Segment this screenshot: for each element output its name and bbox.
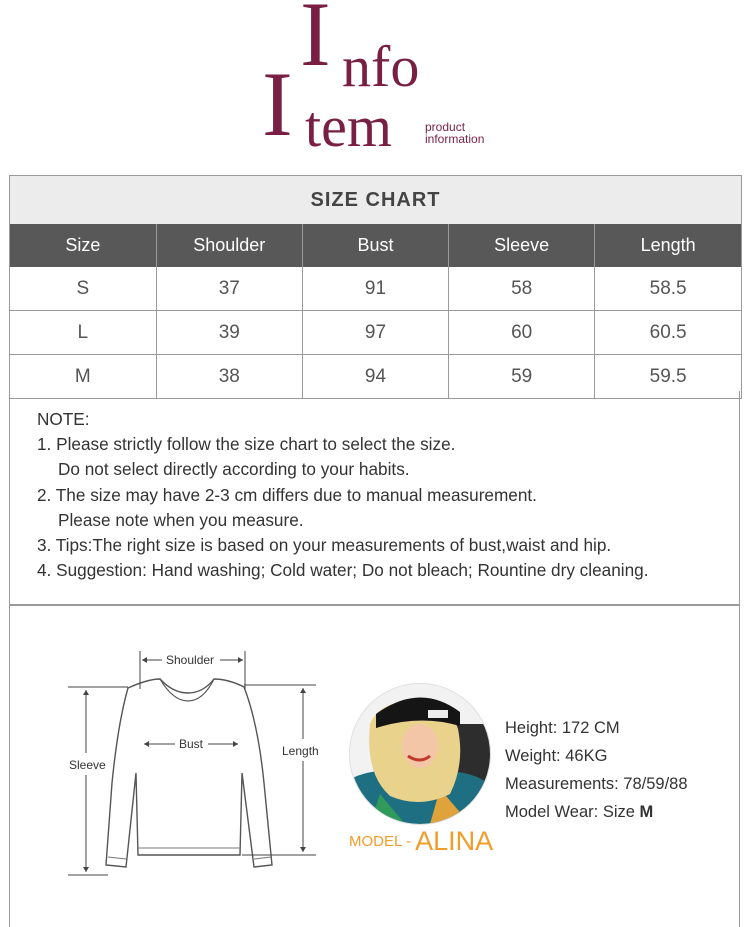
table-cell: 39	[156, 311, 302, 355]
table-row	[10, 311, 741, 355]
model-name-label	[349, 826, 493, 857]
brand-logo	[0, 0, 750, 160]
table-cell: 94	[302, 355, 448, 399]
table-cell: L	[10, 311, 156, 355]
size-chart	[9, 175, 742, 399]
table-cell: M	[10, 355, 156, 399]
length-label: Length	[282, 744, 319, 758]
note-line: 2. The size may have 2-3 cm differs due to manual measurement.	[37, 484, 537, 505]
table-cell: S	[10, 267, 156, 311]
table-cell: 58.5	[595, 267, 741, 311]
table-row	[10, 267, 741, 311]
table-cell: 91	[302, 267, 448, 311]
sleeve-label: Sleeve	[69, 758, 106, 772]
model-measurements: Measurements: 78/59/88	[505, 775, 688, 793]
model-weight: Weight: 46KG	[505, 747, 608, 765]
note-line: 1. Please strictly follow the size chart to select the size.	[37, 434, 456, 455]
note-line: 3. Tips:The right size is based on your measurements of bust,waist and hip.	[37, 535, 612, 556]
shoulder-label: Shoulder	[166, 653, 215, 667]
size-table	[10, 224, 741, 399]
logo-letter-i: I	[300, 0, 331, 85]
column-header: Shoulder	[156, 224, 302, 267]
logo-subtitle: product information	[425, 120, 485, 146]
model-photo	[349, 683, 491, 825]
size-chart-title: SIZE CHART	[10, 176, 741, 224]
bust-label: Bust	[179, 737, 204, 751]
table-cell: 37	[156, 267, 302, 311]
notes-section	[9, 391, 740, 605]
column-header: Size	[10, 224, 156, 267]
model-wear: Model Wear: Size M	[505, 803, 654, 821]
model-name: ALINA	[415, 826, 494, 856]
table-cell: 60	[449, 311, 595, 355]
note-line: Do not select directly according to your habits.	[58, 459, 410, 480]
table-cell: 97	[302, 311, 448, 355]
model-prefix: MODEL -	[349, 833, 416, 850]
logo-letter-i: I	[262, 53, 293, 155]
table-cell: 38	[156, 355, 302, 399]
column-header: Bust	[302, 224, 448, 267]
notes-heading: NOTE:	[37, 409, 90, 429]
sweater-outline	[106, 679, 272, 867]
sweater-collar	[160, 679, 214, 701]
logo-item-text: tem	[305, 94, 392, 159]
logo-info-text: nfo	[342, 34, 420, 99]
model-height: Height: 172 CM	[505, 719, 620, 737]
note-line: 4. Suggestion: Hand washing; Cold water; Do not bleach; Rountine dry cleaning.	[37, 560, 649, 581]
model-photo-image	[350, 684, 490, 824]
table-cell: 58	[449, 267, 595, 311]
table-cell: 60.5	[595, 311, 741, 355]
column-header: Sleeve	[449, 224, 595, 267]
column-header: Length	[595, 224, 741, 267]
sleeve-cuff	[254, 857, 271, 859]
sleeve-cuff	[108, 857, 126, 859]
model-wear-size: M	[639, 803, 654, 821]
table-cell: 59	[449, 355, 595, 399]
model-stats	[505, 714, 688, 826]
table-header-row	[10, 224, 741, 267]
garment-measurement-diagram	[58, 643, 328, 883]
table-cell: 59.5	[595, 355, 741, 399]
note-line: Please note when you measure.	[58, 509, 304, 530]
